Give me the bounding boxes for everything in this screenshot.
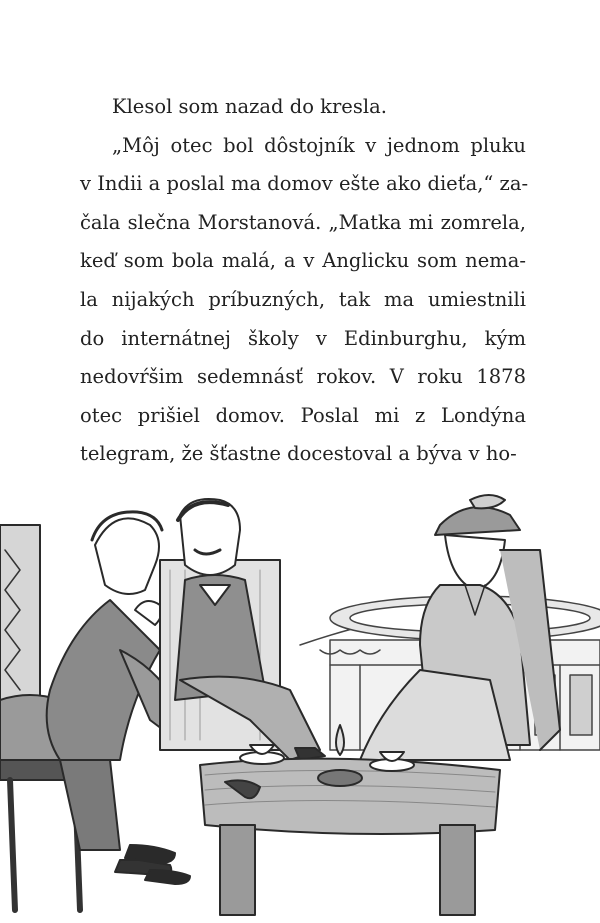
paragraph-1	[80, 88, 526, 127]
text-line: do internátnej školy v Edinburghu, kým	[80, 326, 526, 350]
text-line: Klesol som nazad do kresla.	[112, 95, 387, 118]
text-line: nedovŕšim sedemnásť rokov. V roku 1878	[80, 365, 526, 389]
text-line: čala slečna Morstanová. „Matka mi zomrela,	[80, 210, 526, 234]
text-line: v Indii a poslal ma domov ešte ako dieťa,“ za-	[80, 172, 529, 196]
text-line: la nijakých príbuzných, tak ma umiestnili	[80, 287, 526, 311]
text-line: „Môj otec bol dôstojník v jednom pluku	[112, 133, 526, 157]
man-middle	[160, 499, 325, 760]
tea-party-illustration	[0, 490, 600, 923]
text-line: keď som bola malá, a v Anglicku som nema-	[80, 249, 526, 273]
text-line: otec prišiel domov. Poslal mi z Londýna	[80, 403, 526, 427]
text-line: telegram, že šťastne docestoval a býva v ho-	[80, 442, 517, 466]
page-text	[80, 88, 529, 474]
paragraph-2	[80, 127, 529, 474]
